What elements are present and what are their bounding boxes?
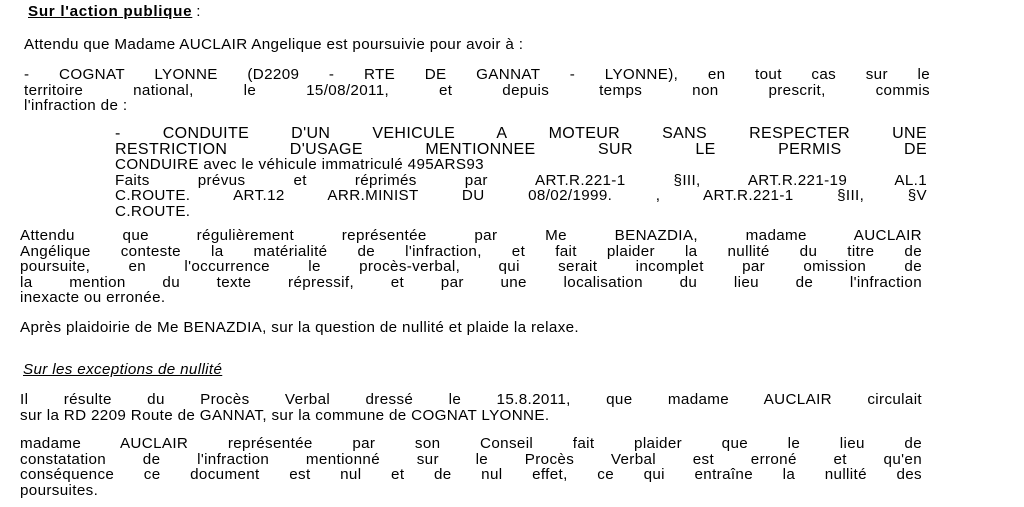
attendu-representee-line-4: la mention du texte répressif, et par une localisation du lieu de l'infraction bbox=[20, 273, 922, 291]
heading-action-publique bbox=[24, 4, 201, 20]
paragraph-infraction bbox=[115, 126, 927, 219]
pv-line-1: Il résulte du Procès Verbal dressé le 15.8.2011, que madame AUCLAIR circulait bbox=[20, 391, 922, 408]
infraction-line-5: C.ROUTE. ART.12 ARR.MINIST DU 08/02/1999. , ART.R.221-1 §III, §V bbox=[115, 187, 927, 204]
location-line-2: territoire national, le 15/08/2011, et depuis temps non prescrit, commis bbox=[24, 81, 930, 99]
paragraph-proces-verbal bbox=[20, 392, 922, 423]
apres-plaidoirie-text: Après plaidoirie de Me BENAZDIA, sur la question de nullité et plaide la relaxe. bbox=[20, 319, 579, 336]
heading-action-publique-title: Sur l'action publique bbox=[28, 3, 193, 20]
location-line-1: - COGNAT LYONNE (D2209 - RTE DE GANNAT - LYONNE), en tout cas sur le bbox=[24, 66, 930, 83]
conseil-line-3: conséquence ce document est nul et de nul effet, ce qui entraîne la nullité des bbox=[20, 466, 922, 483]
pv-line-2: sur la RD 2209 Route de GANNAT, sur la commune de COGNAT LYONNE. bbox=[20, 406, 550, 424]
infraction-line-4: Faits prévus et réprimés par ART.R.221-1 §III, ART.R.221-19 AL.1 bbox=[115, 171, 927, 189]
heading-exceptions-nullite-title: Sur les exceptions de nullité bbox=[23, 361, 223, 378]
paragraph-attendu-poursuivie-text: Attendu que Madame AUCLAIR Angelique est poursuivie pour avoir à : bbox=[24, 36, 524, 53]
attendu-representee-line-5: inexacte ou erronée. bbox=[20, 289, 166, 306]
infraction-line-3: CONDUIRE avec le véhicule immatriculé 495ARS93 bbox=[115, 156, 484, 173]
infraction-line-1: - CONDUITE D'UN VEHICULE A MOTEUR SANS RESPECTER UNE bbox=[115, 125, 927, 142]
conseil-line-2: constatation de l'infraction mentionné sur le Procès Verbal est erroné et qu'en bbox=[20, 450, 922, 468]
attendu-representee-line-1: Attendu que régulièrement représentée par Me BENAZDIA, madame AUCLAIR bbox=[20, 227, 922, 244]
paragraph-conseil bbox=[20, 436, 922, 498]
paragraph-attendu-poursuivie bbox=[24, 37, 523, 53]
infraction-line-2: RESTRICTION D'USAGE MENTIONNEE SUR LE PERMIS DE bbox=[115, 140, 927, 158]
attendu-representee-line-2: Angélique conteste la matérialité de l'infraction, et fait plaider la nullité du titre de bbox=[20, 242, 922, 260]
paragraph-attendu-representee bbox=[20, 228, 922, 306]
conseil-line-1: madame AUCLAIR représentée par son Conseil fait plaider que le lieu de bbox=[20, 435, 922, 452]
heading-exceptions-nullite bbox=[20, 362, 222, 378]
attendu-representee-line-3: poursuite, en l'occurrence le procès-verbal, qui serait incomplet par omission de bbox=[20, 258, 922, 275]
heading-action-publique-colon: : bbox=[196, 3, 202, 20]
location-line-3: l'infraction de : bbox=[24, 97, 128, 114]
paragraph-apres-plaidoirie bbox=[20, 320, 579, 336]
infraction-line-6: C.ROUTE. bbox=[115, 202, 191, 220]
paragraph-location bbox=[24, 67, 930, 114]
conseil-line-4: poursuites. bbox=[20, 481, 99, 499]
